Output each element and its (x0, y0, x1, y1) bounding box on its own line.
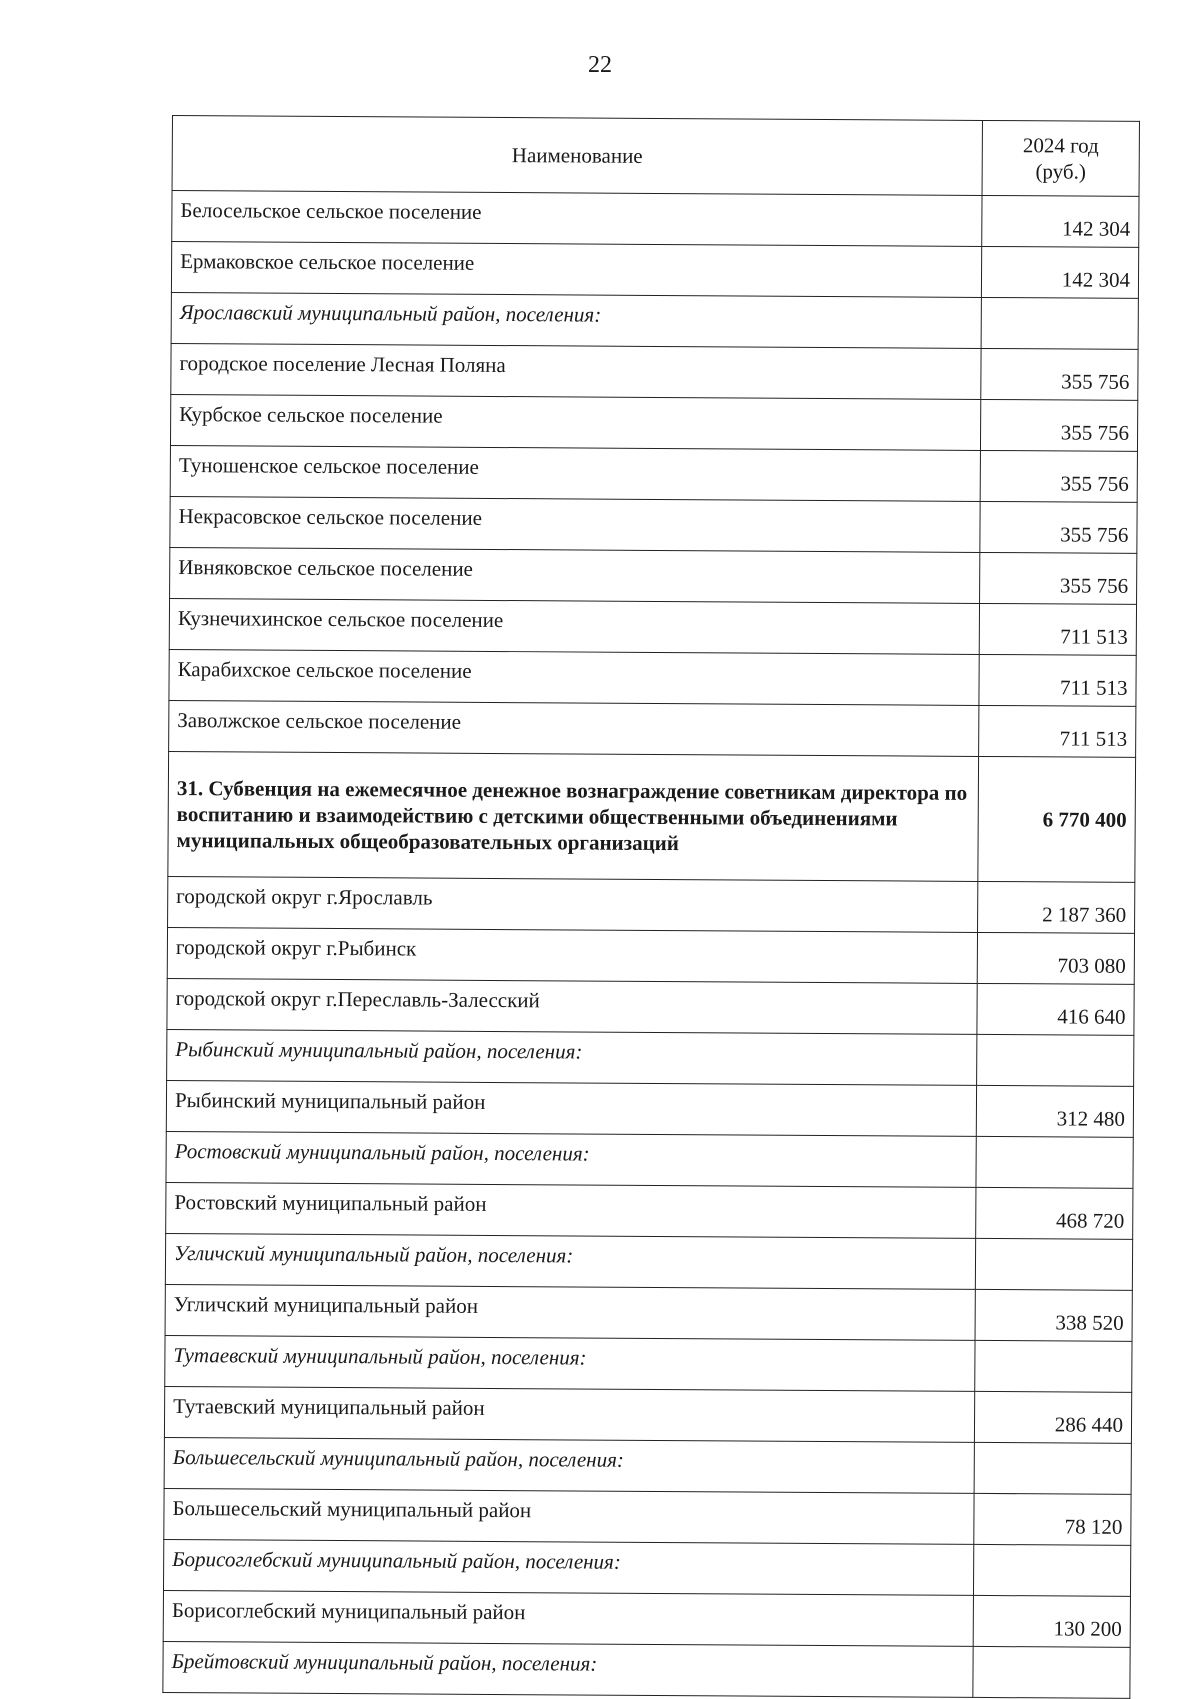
header-year-unit: (руб.) (1035, 159, 1086, 184)
table-row (170, 496, 1137, 553)
row-value-cell (976, 1136, 1133, 1188)
table-row (165, 1335, 1132, 1392)
subsidy-table (162, 115, 1140, 1699)
table-row (166, 1080, 1133, 1137)
row-name-cell: Курбское сельское поселение (170, 394, 980, 450)
table-row (170, 445, 1137, 502)
row-value-cell: 142 304 (981, 246, 1138, 298)
row-name-cell: Ермаковское сельское поселение (171, 242, 981, 298)
row-value-cell: 416 640 (977, 983, 1134, 1035)
row-value-cell: 711 513 (979, 705, 1136, 757)
table-row (163, 1539, 1130, 1596)
row-name-cell: Брейтовский муниципальный район, поселения: (163, 1641, 973, 1697)
row-name-cell: Некрасовское сельское поселение (170, 496, 980, 552)
row-value-cell (981, 297, 1138, 349)
row-value-cell: 142 304 (982, 195, 1139, 247)
row-name-cell: Ивняковское сельское поселение (170, 547, 980, 603)
row-name-cell: Угличский муниципальный район (165, 1284, 975, 1340)
row-value-cell (975, 1340, 1132, 1392)
row-value-cell (973, 1544, 1130, 1596)
row-value-cell: 2 187 360 (978, 881, 1135, 933)
row-name-cell: 31. Субвенция на ежемесячное денежное вознаграждение советникам директора по воспитанию и взаимодействию с детскими общественными объединениями муниципальных общеобразовательных организаций (168, 751, 979, 881)
row-name-cell: Ростовский муниципальный район, поселения: (166, 1131, 976, 1187)
row-value-cell: 355 756 (980, 399, 1137, 451)
row-value-cell: 6 770 400 (978, 756, 1136, 882)
table-row (165, 1284, 1132, 1341)
row-value-cell (973, 1646, 1130, 1698)
table-row (169, 700, 1136, 757)
table-row (169, 598, 1136, 655)
row-value-cell: 312 480 (976, 1085, 1133, 1137)
row-name-cell: Белосельское сельское поселение (172, 191, 982, 247)
table-row (164, 1488, 1131, 1545)
table-row (170, 394, 1137, 451)
table-row (171, 242, 1138, 299)
table-body (163, 191, 1139, 1699)
row-name-cell: Карабихское сельское поселение (169, 649, 979, 705)
table-header-row (172, 116, 1139, 197)
page-number: 22 (588, 52, 612, 78)
table-row (170, 547, 1137, 604)
table-row (171, 343, 1138, 400)
table-row (166, 1131, 1133, 1188)
row-name-cell: Ярославский муниципальный район, поселения: (171, 292, 981, 348)
table-row (167, 978, 1134, 1035)
row-value-cell: 355 756 (980, 501, 1137, 553)
row-value-cell: 286 440 (974, 1391, 1131, 1443)
row-name-cell: Большесельский муниципальный район, поселения: (164, 1437, 974, 1493)
row-name-cell: Тутаевский муниципальный район (164, 1386, 974, 1442)
table-row (167, 927, 1134, 984)
table-row (172, 191, 1139, 248)
table-row (163, 1641, 1130, 1698)
row-name-cell: Борисоглебский муниципальный район, поселения: (163, 1539, 973, 1595)
row-name-cell: Рыбинский муниципальный район, поселения: (167, 1029, 977, 1085)
row-value-cell (977, 1034, 1134, 1086)
row-value-cell: 78 120 (974, 1493, 1131, 1545)
table-row (166, 1182, 1133, 1239)
row-value-cell: 355 756 (980, 552, 1137, 604)
header-year-label: 2024 год (1022, 132, 1099, 158)
row-value-cell: 703 080 (977, 932, 1134, 984)
table-row (171, 292, 1138, 349)
row-name-cell: Борисоглебский муниципальный район (163, 1590, 973, 1646)
row-value-cell (974, 1442, 1131, 1494)
row-name-cell: Большесельский муниципальный район (164, 1488, 974, 1544)
row-name-cell: городской округ г.Переславль-Залесский (167, 978, 977, 1034)
row-name-cell: Туношенское сельское поселение (170, 445, 980, 501)
row-name-cell: Тутаевский муниципальный район, поселения: (165, 1335, 975, 1391)
row-value-cell: 338 520 (975, 1289, 1132, 1341)
table-row (163, 1590, 1130, 1647)
table-row (165, 1233, 1132, 1290)
row-value-cell: 355 756 (980, 450, 1137, 502)
row-value-cell: 711 513 (979, 603, 1136, 655)
row-name-cell: Рыбинский муниципальный район (166, 1080, 976, 1136)
table-row (168, 876, 1135, 933)
row-value-cell: 130 200 (973, 1595, 1130, 1647)
row-name-cell: городской округ г.Ярославль (168, 876, 978, 932)
header-name: Наименование (172, 116, 982, 196)
table-row (169, 649, 1136, 706)
row-name-cell: городской округ г.Рыбинск (167, 927, 977, 983)
table-row (168, 751, 1136, 882)
table-row (164, 1437, 1131, 1494)
row-value-cell: 355 756 (981, 348, 1138, 400)
table-row (164, 1386, 1131, 1443)
row-name-cell: городское поселение Лесная Поляна (171, 343, 981, 399)
row-name-cell: Заволжское сельское поселение (169, 700, 979, 756)
row-value-cell: 711 513 (979, 654, 1136, 706)
header-year (982, 120, 1139, 196)
row-name-cell: Ростовский муниципальный район (166, 1182, 976, 1238)
row-name-cell: Угличский муниципальный район, поселения: (165, 1233, 975, 1289)
row-value-cell: 468 720 (976, 1187, 1133, 1239)
table-row (167, 1029, 1134, 1086)
row-name-cell: Кузнечихинское сельское поселение (169, 598, 979, 654)
row-value-cell (975, 1238, 1132, 1290)
